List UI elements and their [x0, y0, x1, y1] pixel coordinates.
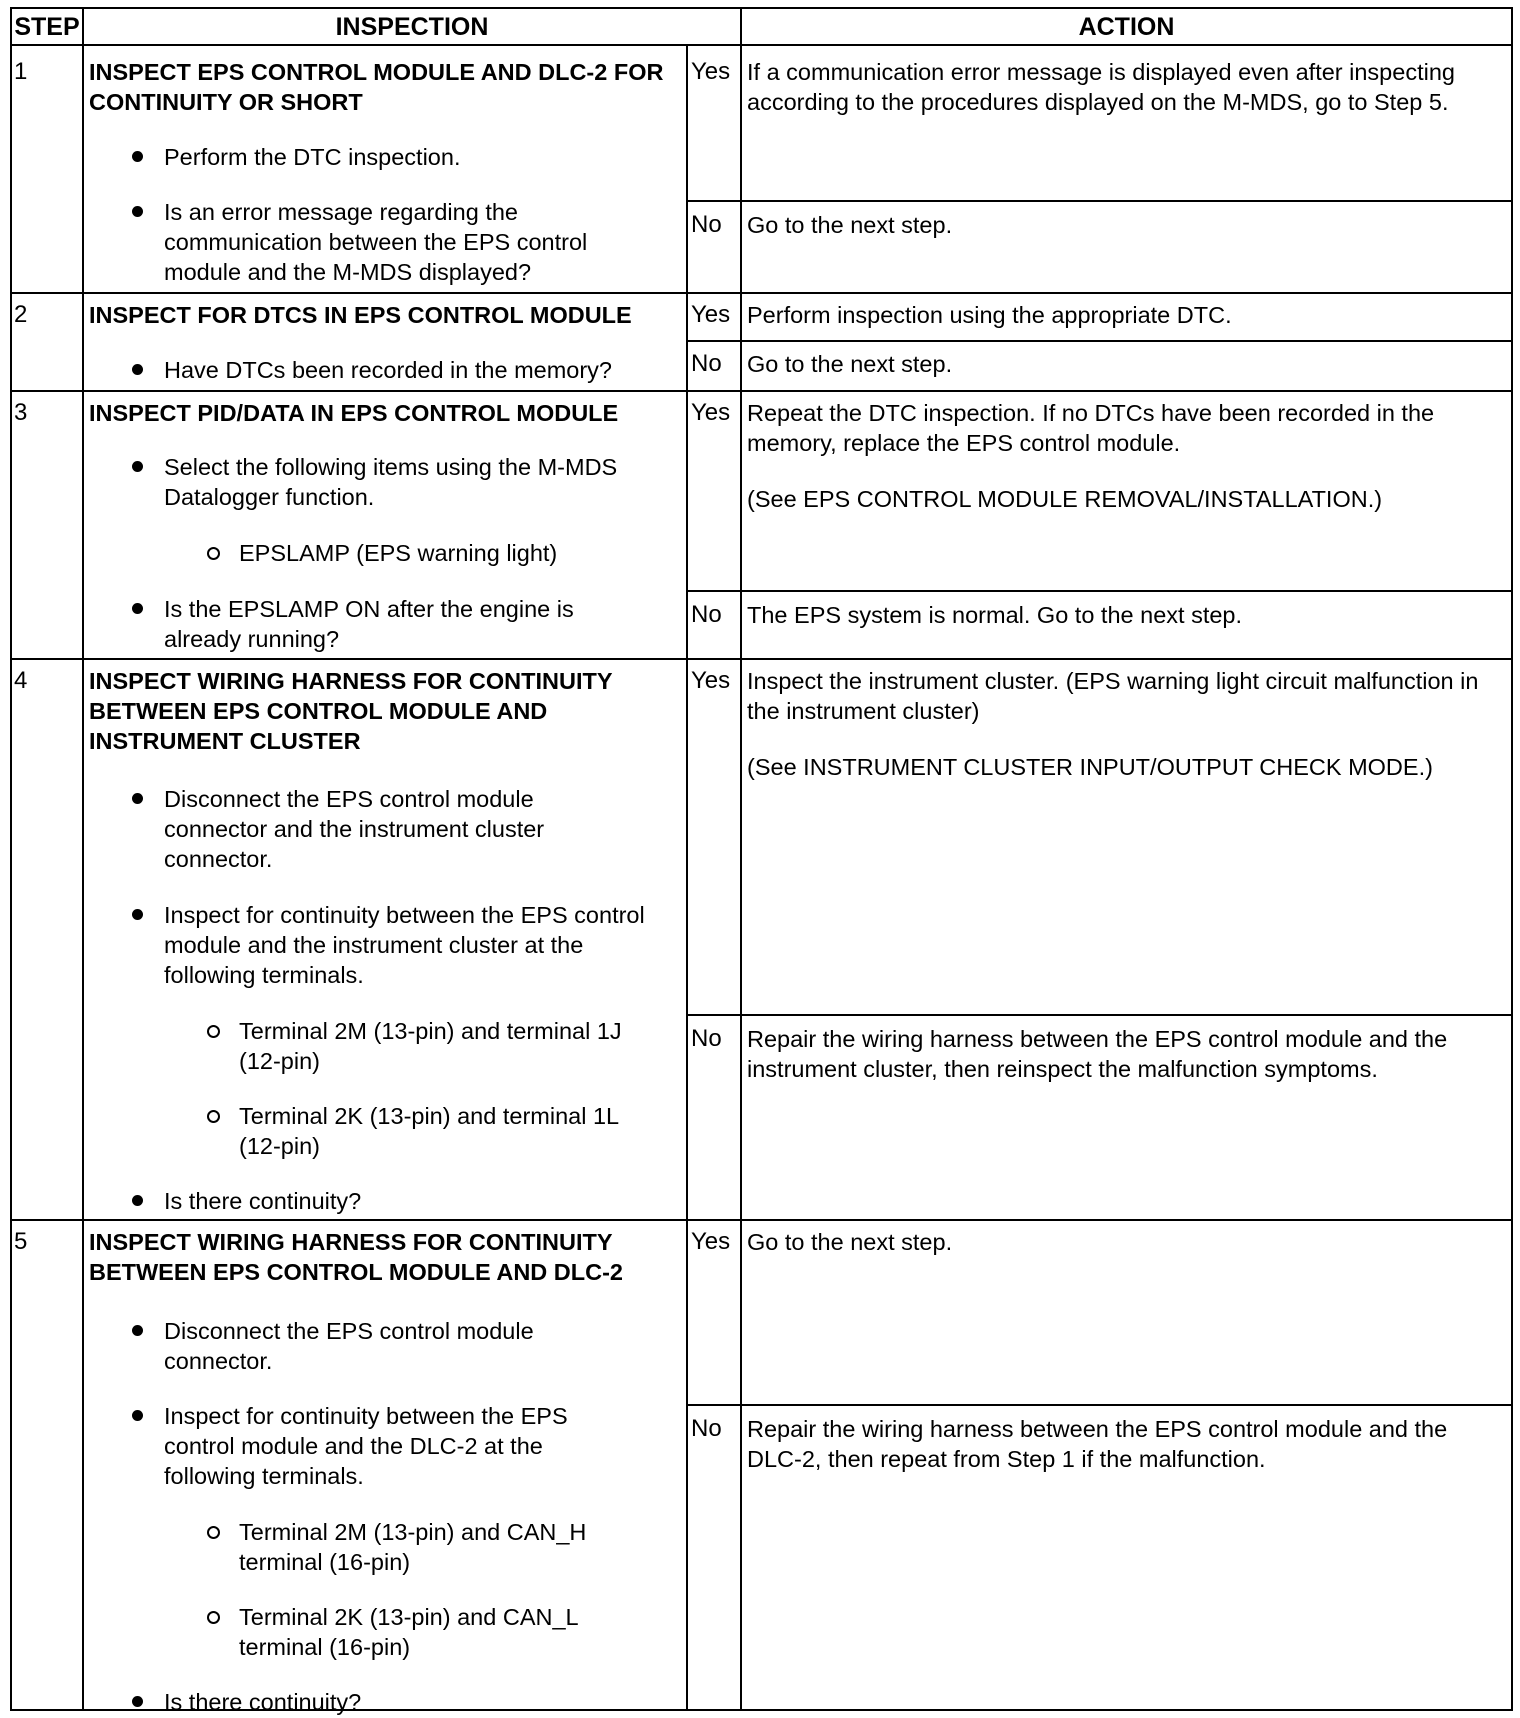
- inspection-item: Disconnect the EPS control module connector.: [164, 1318, 534, 1374]
- inspection-item: Inspect for continuity between the EPS control module and the DLC-2 at the following terminals.: [164, 1403, 568, 1489]
- sub-bullet-icon: [207, 547, 220, 560]
- step-title: INSPECT FOR DTCS IN EPS CONTROL MODULE: [89, 302, 632, 328]
- step-number: 4: [14, 667, 28, 694]
- step-number: 3: [14, 399, 28, 426]
- yes-no-divider-5: [686, 1404, 1513, 1406]
- yes-label: Yes: [691, 1228, 731, 1255]
- table-border-top: [10, 7, 1513, 9]
- yes-label: Yes: [691, 58, 731, 85]
- bullet-icon: [132, 1195, 143, 1206]
- header-divider: [10, 44, 1513, 46]
- inspection-subitem: EPSLAMP (EPS warning light): [239, 540, 558, 566]
- yes-no-divider-1: [686, 200, 1513, 202]
- yes-action: Perform inspection using the appropriate DTC.: [747, 302, 1232, 328]
- yes-action-reference: (See EPS CONTROL MODULE REMOVAL/INSTALLATION.): [747, 486, 1383, 512]
- sub-bullet-icon: [207, 1611, 220, 1624]
- no-action: The EPS system is normal. Go to the next step.: [747, 602, 1243, 628]
- header-inspection: INSPECTION: [335, 13, 489, 41]
- no-action: Repair the wiring harness between the EPS control module and the instrument cluster, then reinspect the malfunction symptoms.: [747, 1026, 1448, 1082]
- no-action: Go to the next step.: [747, 212, 953, 238]
- step-number: 5: [14, 1228, 28, 1255]
- step-number: 1: [14, 58, 28, 85]
- step-title: INSPECT WIRING HARNESS FOR CONTINUITY BETWEEN EPS CONTROL MODULE AND INSTRUMENT CLUSTER: [89, 668, 613, 754]
- inspection-item: Select the following items using the M-MDS Datalogger function.: [164, 454, 618, 510]
- inspection-column-divider: [686, 44, 688, 1711]
- action-column-divider: [740, 7, 742, 1711]
- table-border-left: [10, 7, 12, 1711]
- row-divider-1: [10, 292, 1513, 294]
- no-action: Go to the next step.: [747, 351, 953, 377]
- inspection-item: Is there continuity?: [164, 1689, 362, 1715]
- bullet-icon: [132, 603, 143, 614]
- yes-action: Repeat the DTC inspection. If no DTCs have been recorded in the memory, replace the EPS control module.: [747, 400, 1435, 456]
- inspection-subitem: Terminal 2K (13-pin) and CAN_L terminal (16-pin): [239, 1604, 578, 1660]
- yes-label: Yes: [691, 301, 731, 328]
- yes-label: Yes: [691, 399, 731, 426]
- no-label: No: [691, 211, 722, 238]
- no-label: No: [691, 1025, 722, 1052]
- row-divider-3: [10, 658, 1513, 660]
- yes-action: Inspect the instrument cluster. (EPS warning light circuit malfunction in the instrument cluster): [747, 668, 1479, 724]
- yes-action: Go to the next step.: [747, 1229, 953, 1255]
- yes-action-reference: (See INSTRUMENT CLUSTER INPUT/OUTPUT CHECK MODE.): [747, 754, 1433, 780]
- inspection-item: Disconnect the EPS control module connector and the instrument cluster connector.: [164, 786, 545, 872]
- step-title: INSPECT WIRING HARNESS FOR CONTINUITY BETWEEN EPS CONTROL MODULE AND DLC-2: [89, 1229, 623, 1285]
- inspection-item: Is an error message regarding the communication between the EPS control module and the M-MDS displayed?: [164, 199, 588, 285]
- header-step: STEP: [14, 13, 80, 41]
- inspection-item: Have DTCs been recorded in the memory?: [164, 357, 613, 383]
- table-border-right: [1511, 7, 1513, 1711]
- bullet-icon: [132, 461, 143, 472]
- sub-bullet-icon: [207, 1110, 220, 1123]
- yes-action: If a communication error message is displayed even after inspecting according to the procedures displayed on the M-MDS, go to Step 5.: [747, 59, 1455, 115]
- sub-bullet-icon: [207, 1025, 220, 1038]
- bullet-icon: [132, 364, 143, 375]
- bullet-icon: [132, 909, 143, 920]
- bullet-icon: [132, 151, 143, 162]
- no-label: No: [691, 350, 722, 377]
- step-title: INSPECT EPS CONTROL MODULE AND DLC-2 FOR CONTINUITY OR SHORT: [89, 59, 664, 115]
- bullet-icon: [132, 793, 143, 804]
- yes-label: Yes: [691, 667, 731, 694]
- inspection-item: Is the EPSLAMP ON after the engine is already running?: [164, 596, 574, 652]
- row-divider-2: [10, 390, 1513, 392]
- no-label: No: [691, 1415, 722, 1442]
- inspection-subitem: Terminal 2K (13-pin) and terminal 1L (12-pin): [239, 1103, 619, 1159]
- yes-no-divider-4: [686, 1014, 1513, 1016]
- inspection-subitem: Terminal 2M (13-pin) and terminal 1J (12-pin): [239, 1018, 622, 1074]
- yes-no-divider-3: [686, 590, 1513, 592]
- step-column-divider: [82, 7, 84, 1711]
- bullet-icon: [132, 206, 143, 217]
- sub-bullet-icon: [207, 1526, 220, 1539]
- header-action: ACTION: [1078, 13, 1175, 41]
- row-divider-4: [10, 1219, 1513, 1221]
- inspection-item: Perform the DTC inspection.: [164, 144, 461, 170]
- inspection-item: Is there continuity?: [164, 1188, 362, 1214]
- yes-no-divider-2: [686, 340, 1513, 342]
- bullet-icon: [132, 1696, 143, 1707]
- no-label: No: [691, 601, 722, 628]
- inspection-subitem: Terminal 2M (13-pin) and CAN_H terminal (16-pin): [239, 1519, 587, 1575]
- bullet-icon: [132, 1325, 143, 1336]
- step-title: INSPECT PID/DATA IN EPS CONTROL MODULE: [89, 400, 619, 426]
- no-action: Repair the wiring harness between the EPS control module and the DLC-2, then repeat from Step 1 if the malfunction.: [747, 1416, 1448, 1472]
- inspection-item: Inspect for continuity between the EPS control module and the instrument cluster at the following terminals.: [164, 902, 645, 988]
- step-number: 2: [14, 301, 28, 328]
- bullet-icon: [132, 1410, 143, 1421]
